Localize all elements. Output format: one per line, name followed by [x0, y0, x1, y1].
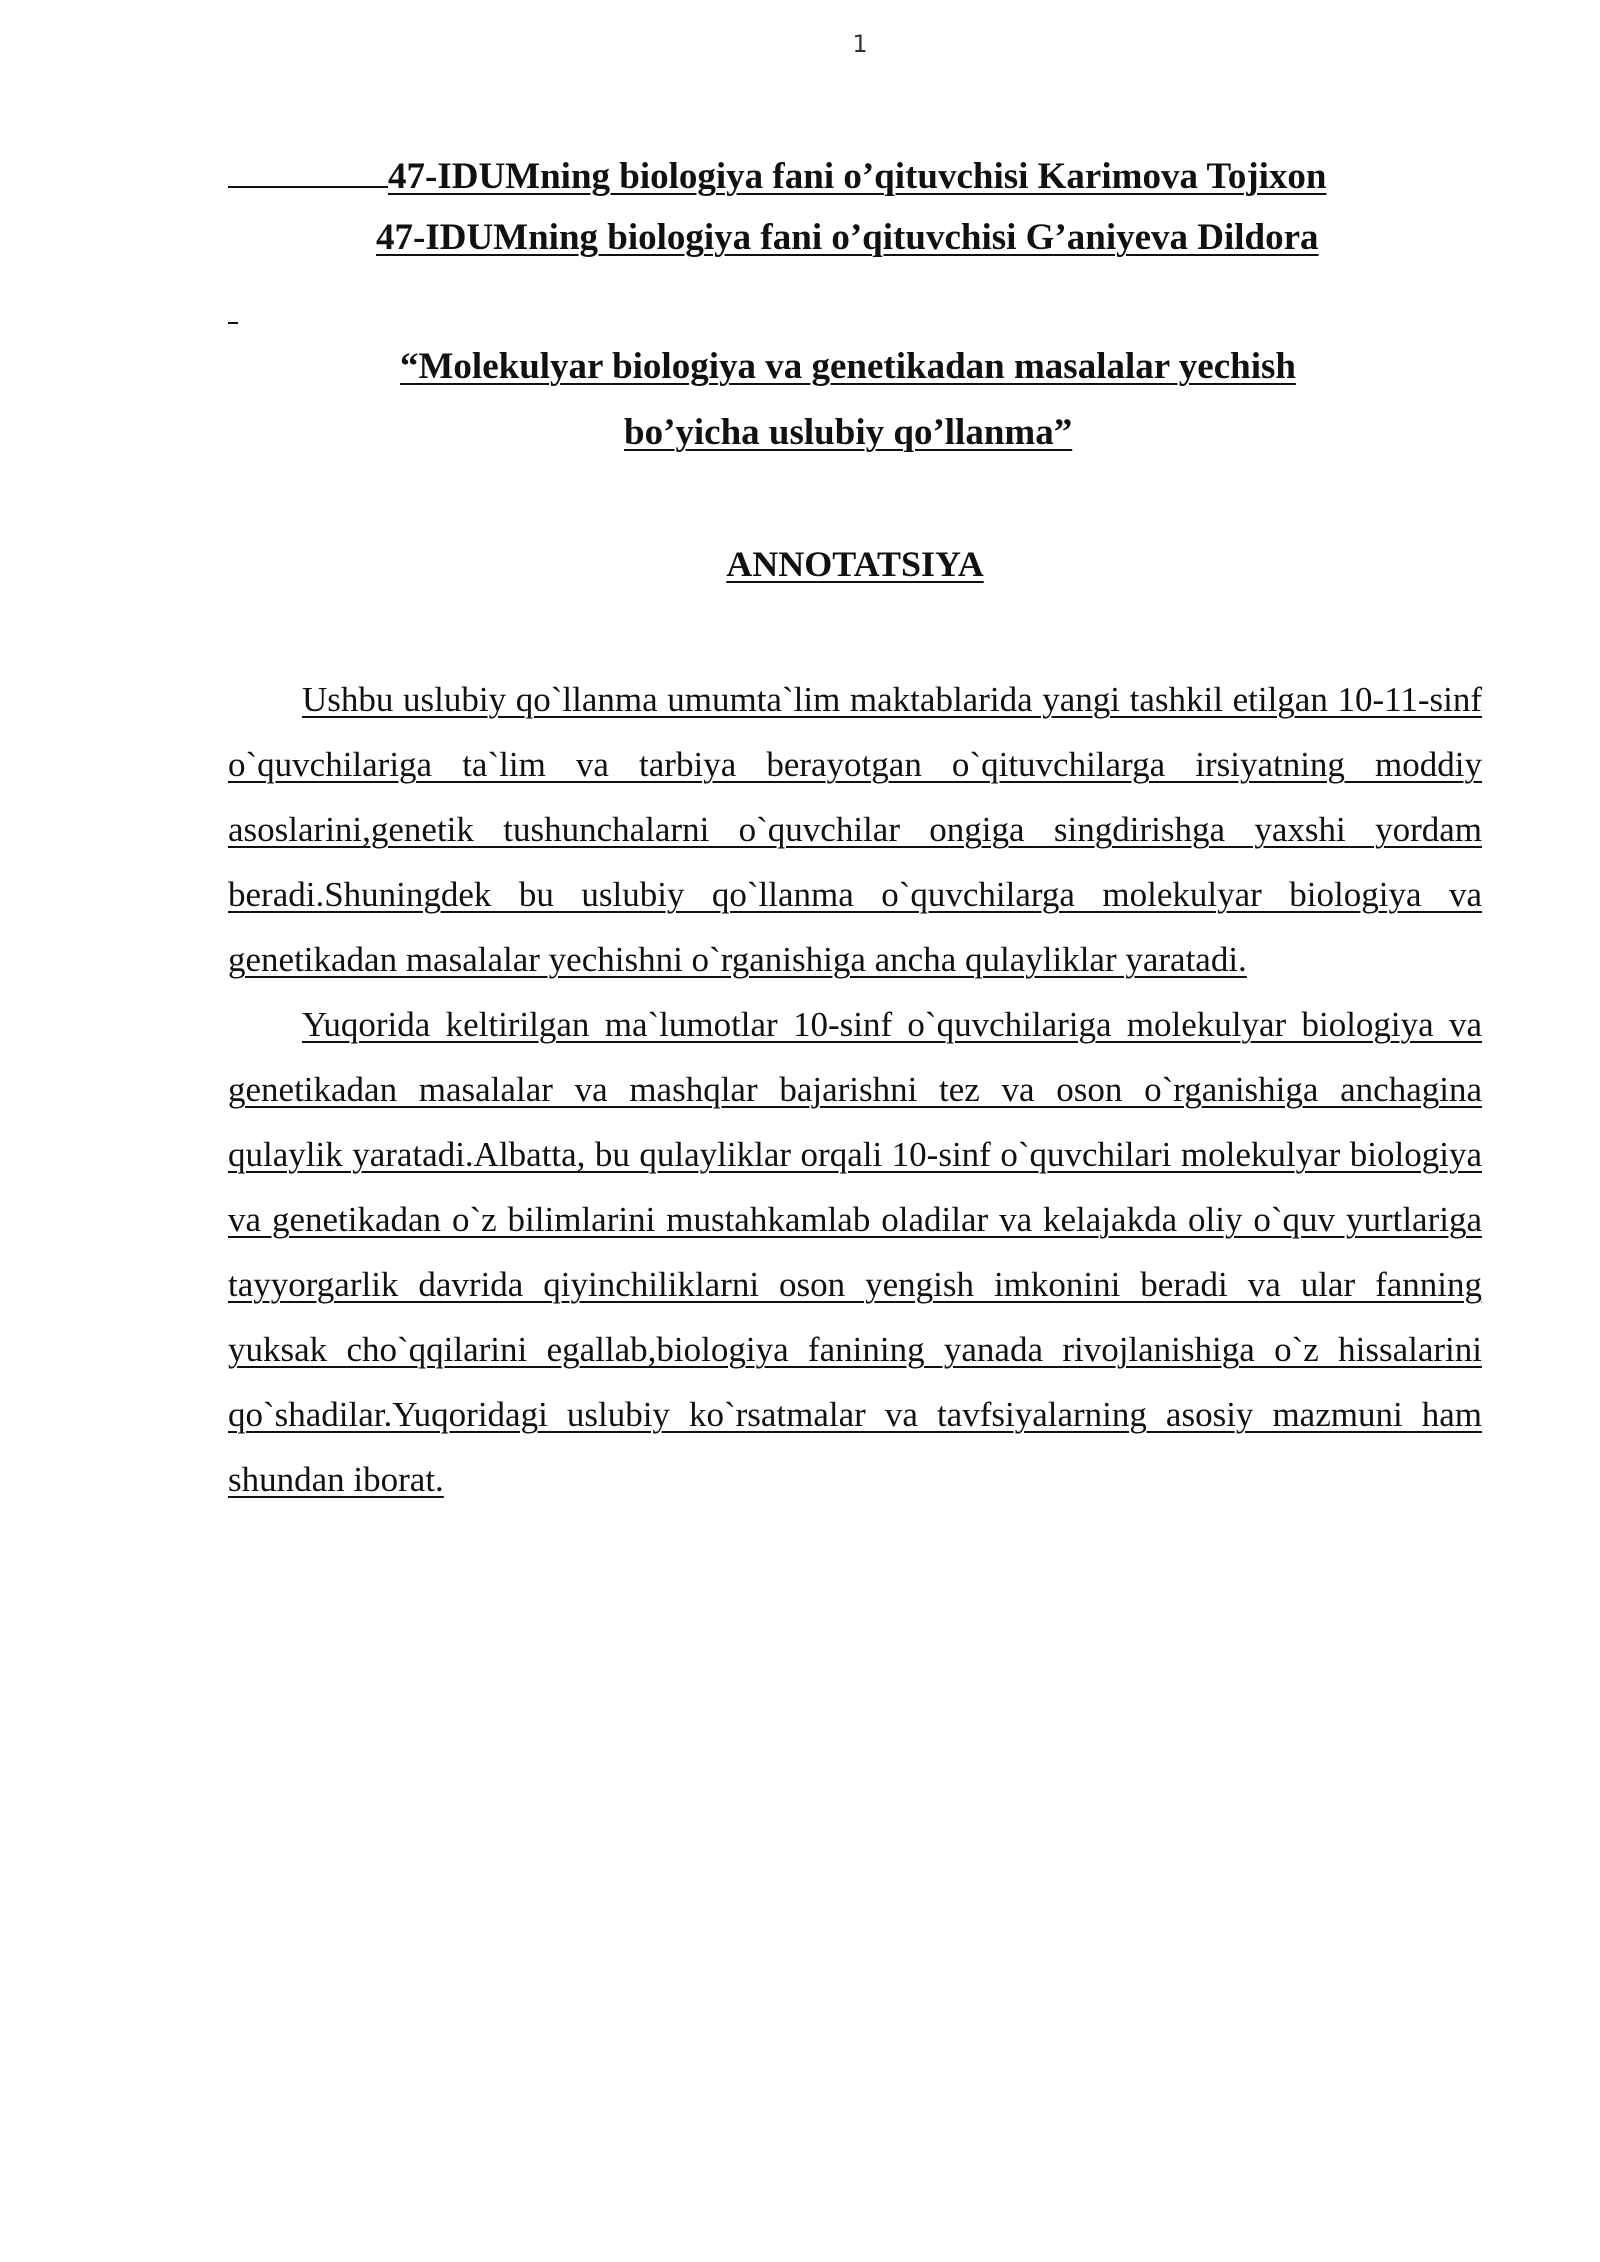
annotation-heading: ANNOTATSIYA: [726, 544, 984, 584]
author-1-text: 47-IDUMning biologiya fani o’qituvchisi Karimova Tojixon: [388, 156, 1327, 197]
annotation-body: [228, 667, 1482, 1512]
separator-dash: [228, 322, 238, 324]
leading-underline-rule: [228, 150, 388, 188]
author-line-1: [228, 150, 1327, 198]
author-line-2: 47-IDUMning biologiya fani o’qituvchisi G’aniyeva Dildora: [376, 217, 1319, 258]
page-number: 1: [852, 30, 868, 58]
annotation-paragraph-2: Yuqorida keltirilgan ma`lumotlar 10-sinf o`quvchilariga molekulyar biologiya va genetikadan masalalar va mashqlar bajarishni tez va oson o`rganishiga anchagina qulaylik yaratadi.Albatta, bu qulayliklar orqali 10-sinf o`quvchilari molekulyar biologiya va genetikadan o`z bilimlarini mustahkamlab oladilar va kelajakda oliy o`quv yurtlariga tayyorgarlik davrida qiyinchiliklarni oson yengish imkonini beradi va ular fanning yuksak cho`qqilarini egallab,biologiya fanining yanada rivojlanishiga o`z hissalarini qo`shadilar.Yuqoridagi uslubiy ko`rsatmalar va tavfsiyalarning asosiy mazmuni ham shundan iborat.: [228, 1005, 1482, 1499]
annotation-paragraph-1: Ushbu uslubiy qo`llanma umumta`lim maktablarida yangi tashkil etilgan 10-11-sinf o`quvchilariga ta`lim va tarbiya berayotgan o`qituvchilarga irsiyatning moddiy asoslarini,genetik tushunchalarni o`quvchilar ongiga singdirishga yaxshi yordam beradi.Shuningdek bu uslubiy qo`llanma o`quvchilarga molekulyar biologiya va genetikadan masalalar yechishni o`rganishiga ancha qulayliklar yaratadi.: [228, 680, 1482, 979]
title-line-2: bo’yicha uslubiy qo’llanma”: [624, 412, 1073, 453]
title-line-1: “Molekulyar biologiya va genetikadan masalalar yechish: [400, 346, 1296, 387]
